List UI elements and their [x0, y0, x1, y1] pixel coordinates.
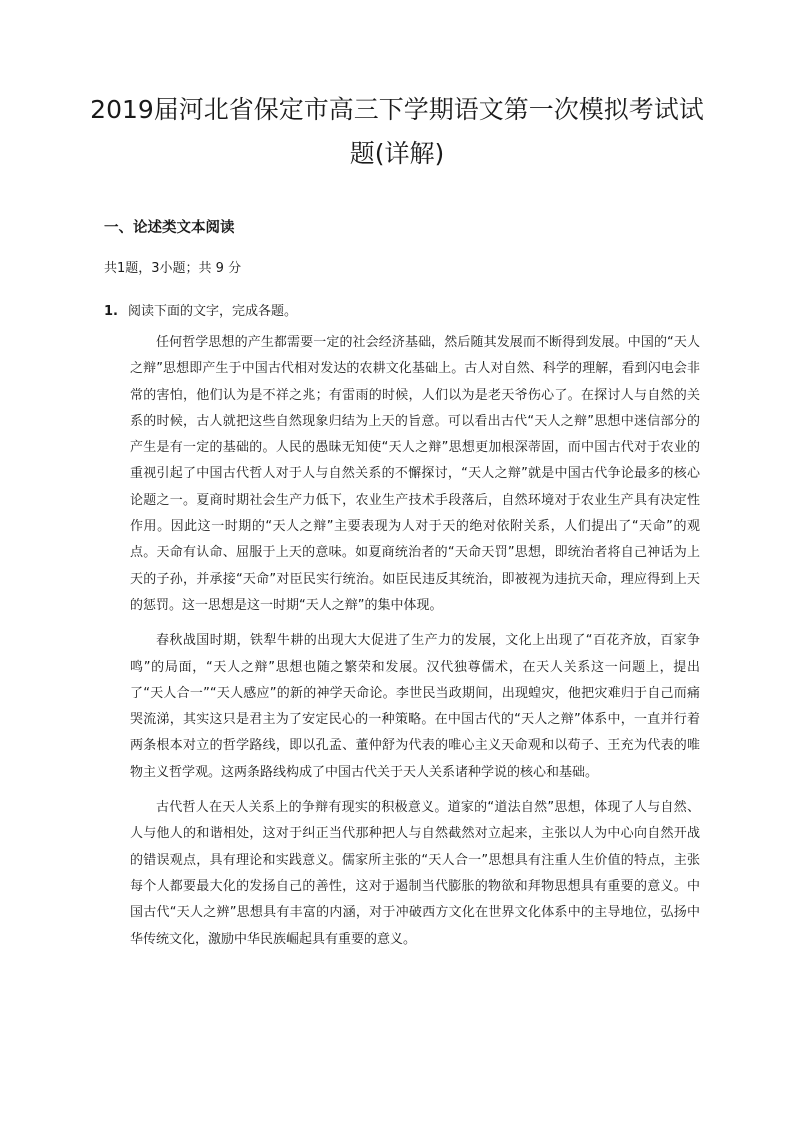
passage-paragraph-2: 春秋战国时期，铁犁牛耕的出现大大促进了生产力的发展，文化上出现了“百花齐放，百家争鸣”的局面，“天人之辩”思想也随之繁荣和发展。汉代独尊儒术，在天人关系这一问题上，提出了“天人合一”“天人感应”的新的神学天命论。李世民当政期间，出现蝗灾，他把灾难归于自己而痛哭流涕，其实这只是君主为了安定民心的一种策略。在中国古代的“天人之辩”体系中，一直并行着两条根本对立的哲学路线，即以孔孟、董仲舒为代表的唯心主义天命观和以荀子、王充为代表的唯物主义哲学观。这两条路线构成了中国古代关于天人关系诸种学说的核心和基础。 [130, 633, 700, 780]
question-prompt: 阅读下面的文字，完成各题。 [128, 304, 298, 319]
section-summary: 共1题，3小题；共 9 分 [104, 261, 242, 276]
reading-passage [130, 330, 700, 962]
question-number: 1. [104, 304, 118, 319]
passage-paragraph-1: 任何哲学思想的产生都需要一定的社会经济基础，然后随其发展而不断得到发展。中国的“天人之辩”思想即产生于中国古代相对发达的农耕文化基础上。古人对自然、科学的理解，看到闪电会非常的害怕，他们认为是不祥之兆；有雷雨的时候，人们以为是老天爷伤心了。在探讨人与自然的关系的时候，古人就把这些自然现象归结为上天的旨意。可以看出古代“天人之辩”思想中迷信部分的产生是有一定的基础的。人民的愚昧无知使“天人之辩”思想更加根深蒂固，而中国古代对于农业的重视引起了中国古代哲人对于人与自然关系的不懈探讨，“天人之辩”就是中国古代争论最多的核心论题之一。夏商时期社会生产力低下，农业生产技术手段落后，自然环境对于农业生产具有决定性作用。因此这一时期的“天人之辩”主要表现为人对于天的绝对依附关系，人们提出了“天命”的观点。天命有认命、屈服于上天的意味。如夏商统治者的“天命天罚”思想，即统治者将自己神话为上天的子孙，并承接“天命”对臣民实行统治。如臣民违反其统治，即被视为违抗天命，理应得到上天的惩罚。这一思想是这一时期“天人之辩”的集中体现。 [130, 335, 700, 613]
section-heading: 一、论述类文本阅读 [104, 220, 235, 236]
question-header [104, 301, 704, 323]
passage-paragraph-3: 古代哲人在天人关系上的争辩有现实的积极意义。道家的“道法自然”思想，体现了人与自然、人与他人的和谐相处，这对于纠正当代那种把人与自然截然对立起来，主张以人为中心向自然开战的错误观点，具有理论和实践意义。儒家所主张的“天人合一”思想具有注重人生价值的特点，主张每个人都要最大化的发扬自己的善性，这对于遏制当代膨胀的物欲和拜物思想具有重要的意义。中国古代“天人之辨”思想具有丰富的内涵，对于冲破西方文化在世界文化体系中的主导地位，弘扬中华传统文化，激励中华民族崛起具有重要的意义。 [130, 800, 700, 947]
page-title: 2019届河北省保定市高三下学期语文第一次模拟考试试题(详解) [90, 95, 704, 168]
question-1 [104, 301, 704, 323]
